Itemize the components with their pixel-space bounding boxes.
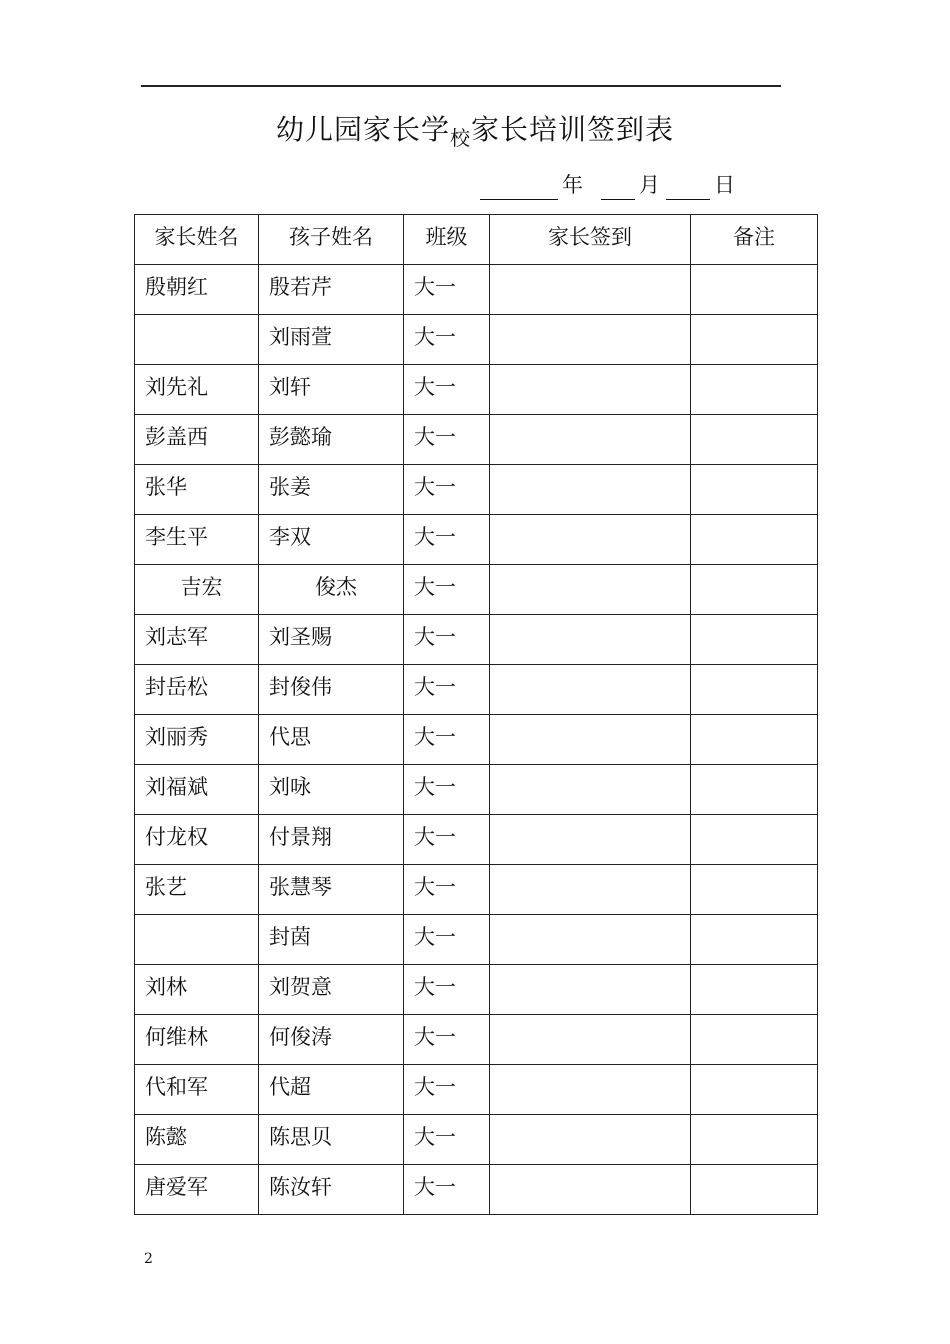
child-name-cell: 封俊伟 [259,665,404,715]
remarks-cell[interactable] [691,965,818,1015]
title-part-1: 幼儿园家长学 [275,113,450,146]
page-number: 2 [144,1251,153,1267]
day-label: 日 [714,173,735,197]
child-name-cell: 刘咏 [259,765,404,815]
class-cell: 大一 [404,1015,490,1065]
signature-cell[interactable] [490,265,691,315]
child-name-cell: 代思 [259,715,404,765]
class-cell: 大一 [404,965,490,1015]
remarks-cell[interactable] [691,615,818,665]
table-header-row [135,215,818,265]
document-title [0,110,950,152]
signature-cell[interactable] [490,1015,691,1065]
parent-name-cell: 张艺 [135,865,259,915]
year-label: 年 [562,173,583,197]
remarks-cell[interactable] [691,915,818,965]
remarks-cell[interactable] [691,415,818,465]
month-label: 月 [639,173,660,197]
class-cell: 大一 [404,365,490,415]
table-row [135,415,818,465]
table-row [135,1065,818,1115]
table-row [135,815,818,865]
header-child-name: 孩子姓名 [259,215,404,265]
parent-name-cell: 刘福斌 [135,765,259,815]
signature-cell[interactable] [490,415,691,465]
parent-name-cell: 何维林 [135,1015,259,1065]
parent-name-cell: 付龙权 [135,815,259,865]
table-row [135,315,818,365]
remarks-cell[interactable] [691,1115,818,1165]
header-parent-signature: 家长签到 [490,215,691,265]
signature-cell[interactable] [490,1115,691,1165]
table-row [135,265,818,315]
class-cell: 大一 [404,1165,490,1215]
child-name-cell: 陈汝轩 [259,1165,404,1215]
child-name-cell: 刘雨萱 [259,315,404,365]
parent-name-cell: 李生平 [135,515,259,565]
class-cell: 大一 [404,515,490,565]
signature-cell[interactable] [490,465,691,515]
class-cell: 大一 [404,1115,490,1165]
remarks-cell[interactable] [691,515,818,565]
table-row [135,565,818,615]
child-name-cell: 彭懿瑜 [259,415,404,465]
parent-name-cell: 彭盖西 [135,415,259,465]
parent-name-cell [135,315,259,365]
class-cell: 大一 [404,915,490,965]
child-name-cell: 张姜 [259,465,404,515]
table-row [135,865,818,915]
table-row [135,765,818,815]
parent-name-cell: 刘林 [135,965,259,1015]
child-name-cell: 刘轩 [259,365,404,415]
table-row [135,665,818,715]
remarks-cell[interactable] [691,715,818,765]
class-cell: 大一 [404,615,490,665]
remarks-cell[interactable] [691,865,818,915]
class-cell: 大一 [404,765,490,815]
table-row [135,365,818,415]
parent-name-cell: 殷朝红 [135,265,259,315]
child-name-cell: 李双 [259,515,404,565]
signature-cell[interactable] [490,565,691,615]
remarks-cell[interactable] [691,315,818,365]
parent-name-cell: 唐爱军 [135,1165,259,1215]
child-name-cell: 张慧琴 [259,865,404,915]
table-row [135,1015,818,1065]
signature-cell[interactable] [490,915,691,965]
header-parent-name: 家长姓名 [135,215,259,265]
remarks-cell[interactable] [691,815,818,865]
remarks-cell[interactable] [691,1015,818,1065]
sign-in-table [134,214,818,1215]
remarks-cell[interactable] [691,565,818,615]
day-blank [666,173,710,200]
remarks-cell[interactable] [691,265,818,315]
class-cell: 大一 [404,465,490,515]
class-cell: 大一 [404,815,490,865]
child-name-cell: 封茵 [259,915,404,965]
remarks-cell[interactable] [691,365,818,415]
class-cell: 大一 [404,565,490,615]
table-row [135,615,818,665]
child-name-cell: 殷若芹 [259,265,404,315]
class-cell: 大一 [404,865,490,915]
signature-cell[interactable] [490,1065,691,1115]
signature-cell[interactable] [490,365,691,415]
class-cell: 大一 [404,715,490,765]
header-class: 班级 [404,215,490,265]
table-row [135,715,818,765]
table-row [135,515,818,565]
class-cell: 大一 [404,665,490,715]
remarks-cell[interactable] [691,465,818,515]
child-name-cell: 刘贺意 [259,965,404,1015]
child-name-cell: 刘圣赐 [259,615,404,665]
year-blank [480,173,558,200]
parent-name-cell: 刘先礼 [135,365,259,415]
table-row [135,965,818,1015]
signature-cell[interactable] [490,665,691,715]
table-row [135,1115,818,1165]
parent-name-cell: 吉宏 [135,565,259,615]
signature-cell[interactable] [490,765,691,815]
header-remarks: 备注 [691,215,818,265]
signature-cell[interactable] [490,865,691,915]
header-rule [141,85,781,87]
title-part-2: 家长培训签到表 [471,113,675,146]
signature-cell[interactable] [490,1165,691,1215]
class-cell: 大一 [404,265,490,315]
parent-name-cell: 陈懿 [135,1115,259,1165]
remarks-cell[interactable] [691,765,818,815]
table-row [135,465,818,515]
class-cell: 大一 [404,315,490,365]
child-name-cell: 陈思贝 [259,1115,404,1165]
table-row [135,915,818,965]
parent-name-cell: 张华 [135,465,259,515]
signature-cell[interactable] [490,515,691,565]
child-name-cell: 付景翔 [259,815,404,865]
remarks-cell[interactable] [691,665,818,715]
child-name-cell: 何俊涛 [259,1015,404,1065]
signature-cell[interactable] [490,815,691,865]
child-name-cell: 代超 [259,1065,404,1115]
class-cell: 大一 [404,415,490,465]
signature-cell[interactable] [490,315,691,365]
remarks-cell[interactable] [691,1065,818,1115]
parent-name-cell: 刘丽秀 [135,715,259,765]
signature-cell[interactable] [490,715,691,765]
table-row [135,1165,818,1215]
remarks-cell[interactable] [691,1165,818,1215]
parent-name-cell [135,915,259,965]
month-blank [601,173,635,200]
signature-cell[interactable] [490,615,691,665]
parent-name-cell: 刘志军 [135,615,259,665]
signature-cell[interactable] [490,965,691,1015]
title-small-char: 校 [450,126,471,150]
child-name-cell: 俊杰 [259,565,404,615]
parent-name-cell: 代和军 [135,1065,259,1115]
class-cell: 大一 [404,1065,490,1115]
table-body [135,265,818,1215]
parent-name-cell: 封岳松 [135,665,259,715]
date-line [480,170,739,202]
